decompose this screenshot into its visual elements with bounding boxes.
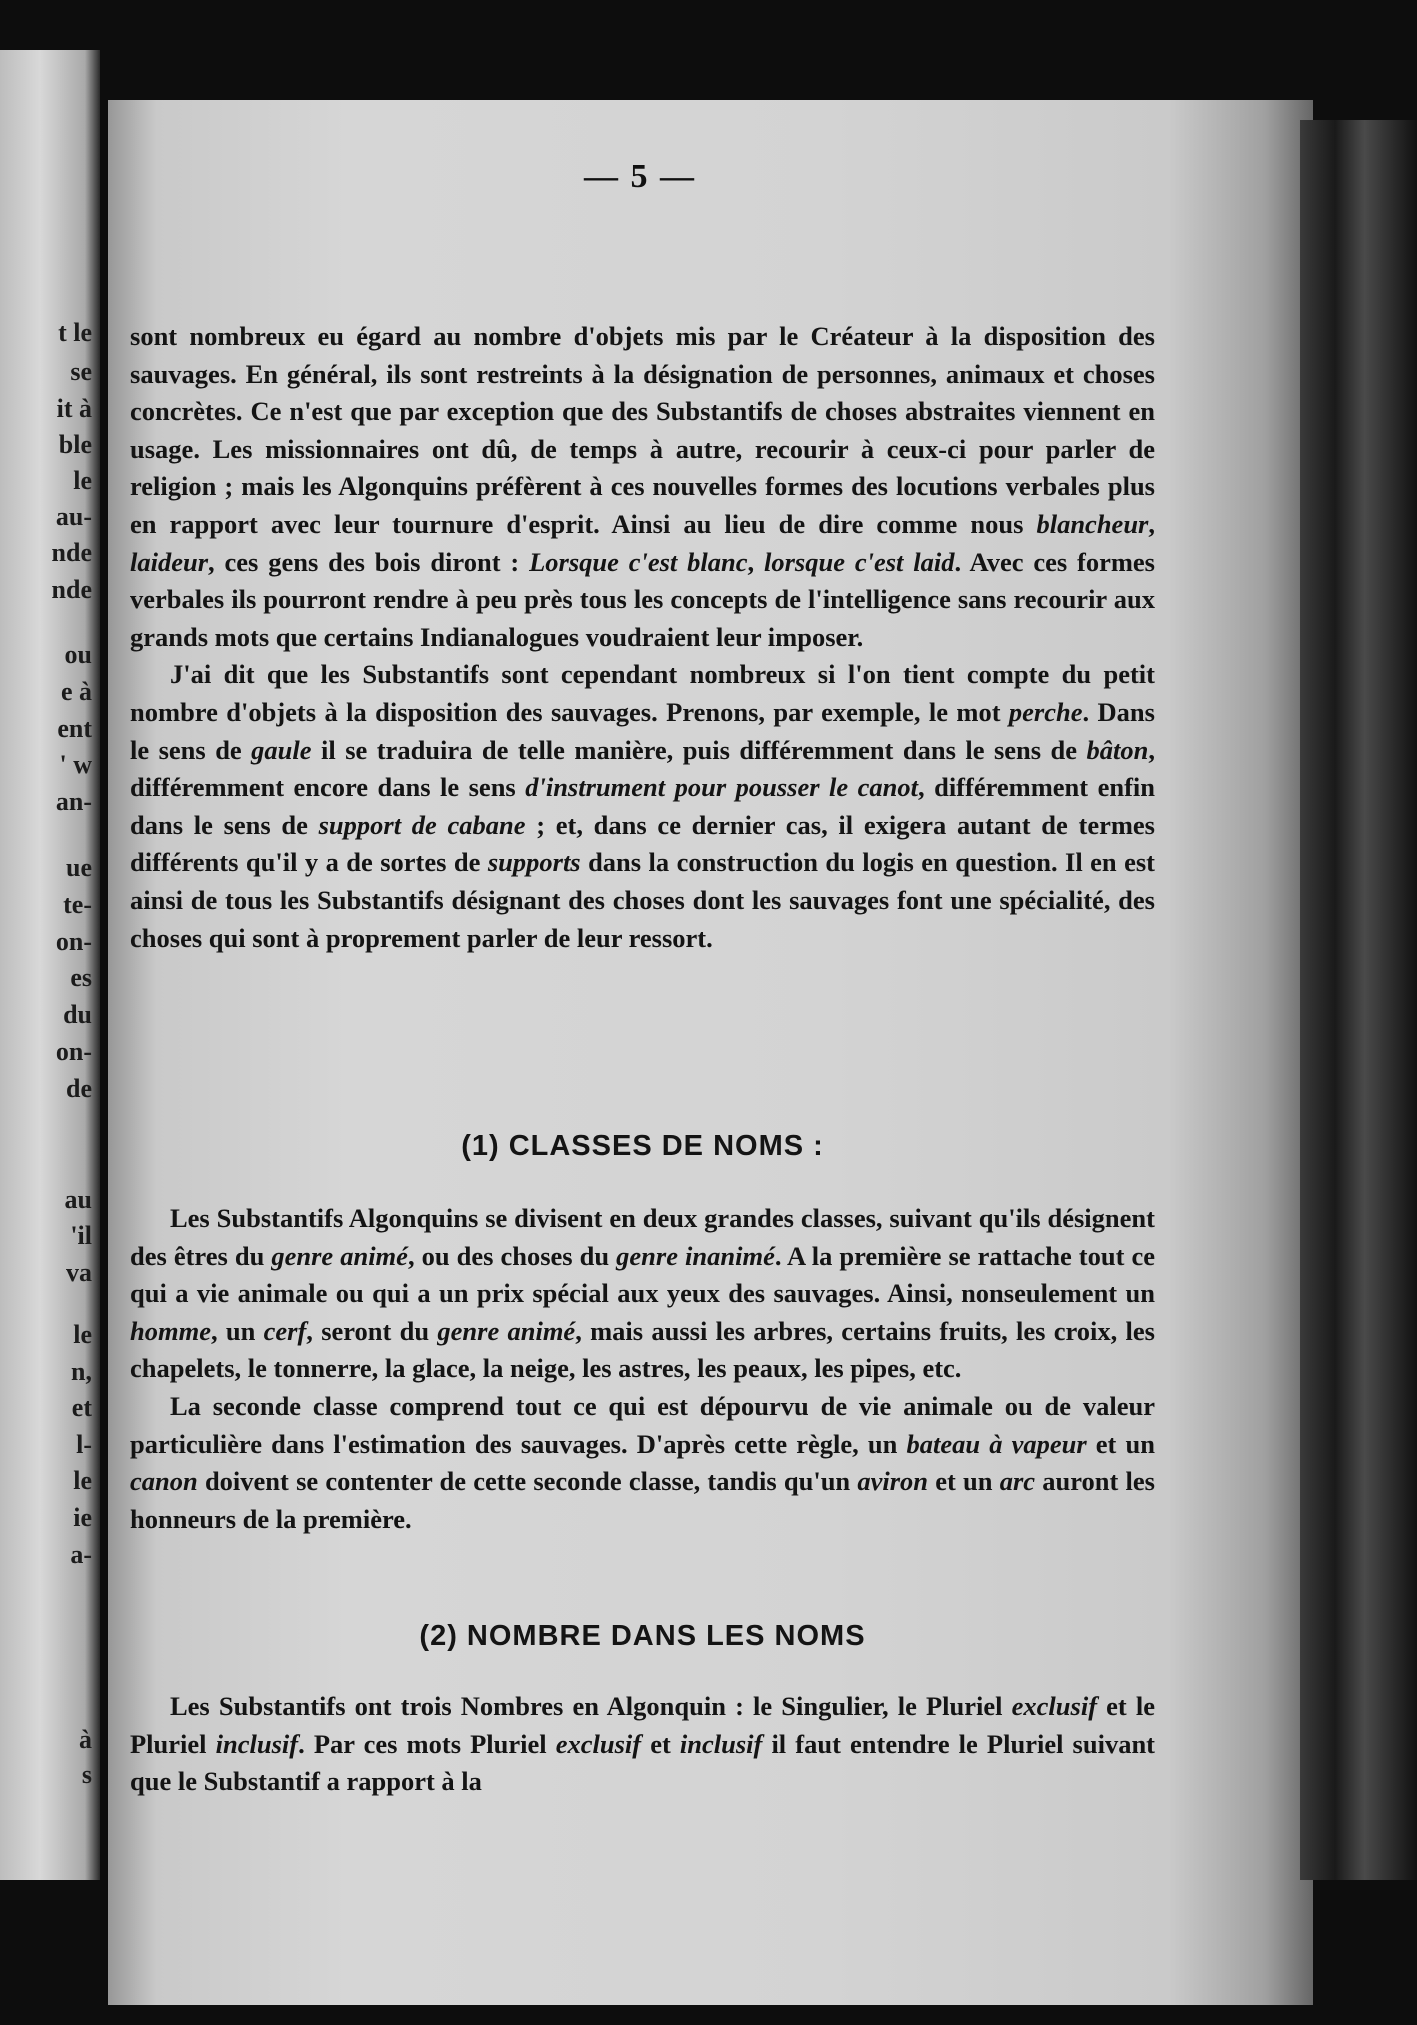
paragraph: sont nombreux eu égard au nombre d'objets mis par le Créateur à la disposition des sauvages. En général, ils sont restreints à la désignation de personnes, animaux et choses concrètes. Ce n'est que par exception que des Substantifs de choses abstraites viennent en usage. Les missionnaires ont dû, de temps à autre, recourir à ceux-ci pour parler de religion ; mais les Algonquins préfèrent à ces nouvelles formes des locutions verbales plus en rapport avec leur tournure d'esprit. Ainsi au lieu de dire comme nous blancheur, laideur, ces gens des bois diront : Lorsque c'est blanc, lorsque c'est laid. Avec ces formes verbales ils pourront rendre à peu près tous les concepts de l'intelligence sans recourir aux grands mots que certains Indianalogues voudraient leur imposer. [130,321,1155,652]
section-heading: (1) CLASSES DE NOMS : [461,1130,824,1162]
italic-term: supports [487,847,581,878]
left-page-fragment: te- [63,890,92,919]
italic-term: d'instrument pour pousser le canot [525,772,918,803]
italic-term: genre animé [437,1315,576,1346]
section-heading: (2) NOMBRE DANS LES NOMS [419,1620,866,1652]
italic-term: cerf [263,1315,307,1346]
left-page-fragment: nde [51,538,92,567]
body-section-1 [130,318,1155,957]
italic-term: Lorsque c'est blanc [529,546,748,577]
italic-term: exclusif [1011,1691,1098,1721]
left-page-fragment: le [73,1320,92,1349]
italic-term: inclusif [215,1728,299,1759]
left-page-fragment: e à [60,677,92,706]
left-page-fragment: au- [55,502,92,531]
left-page-fragment: au [64,1185,92,1214]
italic-term: inclusif [679,1728,763,1759]
left-page-fragment: va [66,1258,92,1287]
italic-term: perche [1008,696,1083,727]
paragraph: Les Substantifs Algonquins se divisent en deux grandes classes, suivant qu'ils désignent des êtres du genre animé, ou des choses du genre inanimé. A la première se rattache tout ce qui a vie animale ou qui a un prix spécial aux yeux des sauvages. Ainsi, nonseulement un homme, un cerf, seront du genre animé, mais aussi les arbres, certains fruits, les croix, les chapelets, le tonnerre, la glace, la neige, les astres, les peaux, les pipes, etc. [130,1203,1155,1384]
left-page-fragment: on- [55,1037,92,1066]
italic-term: support de cabane [318,809,526,840]
paragraph: La seconde classe comprend tout ce qui est dépourvu de vie animale ou de valeur particulière dans l'estimation des sauvages. D'après cette règle, un bateau à vapeur et un canon doivent se contenter de cette seconde classe, tandis qu'un aviron et un arc auront les honneurs de la première. [130,1390,1155,1534]
italic-term: aviron [857,1466,929,1497]
italic-term: homme [130,1315,211,1346]
left-page-fragment: ble [58,430,92,459]
paragraph: J'ai dit que les Substantifs sont cependant nombreux si l'on tient compte du petit nombre d'objets à la disposition des sauvages. Prenons, par exemple, le mot perche. Dans le sens de gaule il se traduira de telle manière, puis différemment dans le sens de bâton, différemment encore dans le sens d'instrument pour pousser le canot, différemment enfin dans le sens de support de cabane ; et, dans ce dernier cas, il exigera autant de termes différents qu'il y a de sortes de supports dans la construction du logis en question. Il en est ainsi de tous les Substantifs désignant des choses dont les sauvages font une spécialité, des choses qui sont à proprement parler de leur ressort. [130,659,1155,953]
left-page-fragment: à [79,1725,92,1754]
paragraph: Les Substantifs ont trois Nombres en Algonquin : le Singulier, le Pluriel exclusif et le Pluriel inclusif. Par ces mots Pluriel exclusif et inclusif il faut entendre le Pluriel suivant que le Substantif a rapport à la [130,1691,1156,1797]
left-page-fragment: ou [64,640,92,669]
italic-term: gaule [251,734,312,765]
italic-term: bateau à vapeur [906,1428,1087,1459]
left-page-fragment: le [73,1466,92,1495]
book-page-edge [1300,120,1417,1880]
italic-term: genre animé [271,1240,408,1271]
body-section-2 [130,1200,1155,1538]
left-page-fragment: du [63,1000,92,1029]
left-page-fragment: s [81,1760,92,1789]
italic-term: canon [130,1466,198,1497]
italic-term: exclusif [555,1728,642,1759]
left-page-fragment: le [73,466,92,495]
left-page-fragment: 'il [70,1221,92,1250]
left-page-fragment: it à [56,394,92,423]
left-page-fragment: et [71,1393,92,1422]
page-number: — 5 — [584,158,696,195]
italic-term: laideur [130,546,209,577]
left-page-fragment: n, [71,1357,92,1386]
italic-term: lorsque c'est laid [764,546,955,577]
left-page-fragment: an- [55,787,92,816]
left-page-fragment: a- [70,1540,92,1569]
italic-term: arc [999,1466,1036,1497]
left-page-fragment: ' w [59,750,92,779]
left-page-fragment: ent [57,714,92,743]
left-page-fragment: nde [51,575,92,604]
left-page-fragment: ue [66,853,92,882]
left-page-fragment: de [66,1074,92,1103]
italic-term: genre inanimé [616,1240,775,1271]
body-section-3 [130,1688,1155,1801]
italic-term: blancheur [1036,508,1149,539]
left-page-fragment: se [70,357,92,386]
left-page-fragment: l- [76,1430,92,1459]
left-page-fragment: t le [58,318,92,347]
italic-term: bâton [1086,734,1149,765]
left-page-fragment: on- [55,927,92,956]
left-page-fragment: es [70,963,92,992]
left-page-fragment: ie [73,1503,92,1532]
